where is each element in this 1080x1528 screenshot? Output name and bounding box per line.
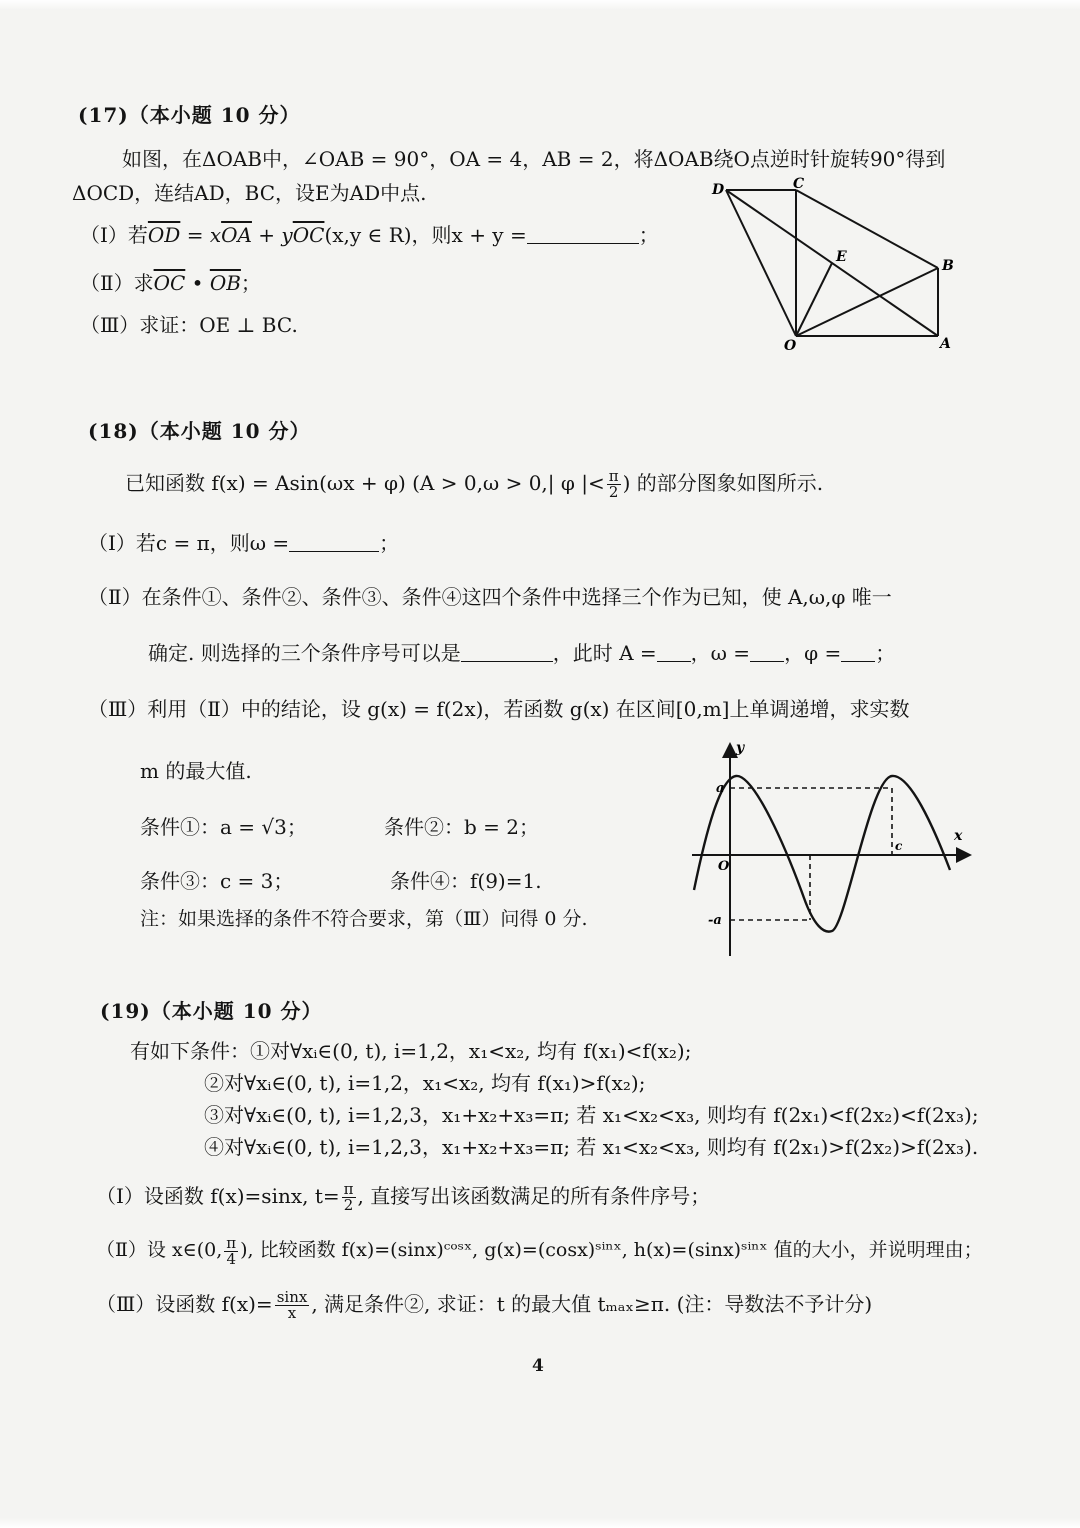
p19-q3-a: （Ⅲ）设函数 f(x)= (96, 1292, 273, 1316)
p18-q2-choice-blank (461, 661, 553, 662)
fraction-pi-over-4 (224, 1233, 238, 1268)
p18-stem (125, 466, 823, 500)
p19-condition-2: ②对∀xᵢ∈(0, t), i=1,2，x₁<x₂, 均有 f(x₁)>f(x₂); (204, 1071, 646, 1095)
page-number: 4 (532, 1356, 544, 1376)
p18-q3-line1: （Ⅲ）利用（Ⅱ）中的结论，设 g(x) = f(2x)，若函数 g(x) 在区间[0,m]上单调递增，求实数 (88, 697, 910, 721)
p17-q2-prefix: （Ⅱ）求 (80, 271, 154, 295)
p19-condition-4: ④对∀xᵢ∈(0, t), i=1,2,3，x₁+x₂+x₃=π; 若 x₁<x₂<x₃, 则均有 f(2x₁)>f(2x₂)>f(2x₃). (204, 1135, 979, 1159)
segment-ob (796, 268, 938, 336)
p19-q1-b: , 直接写出该函数满足的所有条件序号； (357, 1184, 711, 1208)
p18-q2-line2 (148, 640, 895, 666)
p18-header: (18)（本小题 10 分） (88, 419, 311, 443)
p17-q1-answer-blank (527, 243, 639, 244)
p19-q2 (96, 1234, 983, 1267)
p18-condition-1: 条件①：a = √3； (140, 815, 307, 839)
label-y: y (736, 740, 745, 756)
p18-condition-3: 条件③：c = 3； (140, 869, 294, 893)
p17-q2-dot: • (185, 271, 210, 295)
p19-q2-b: ), 比较函数 f(x)=(sinx)ᶜᵒˢˣ, g(x)=(cosx)ˢⁱⁿˣ, h(x)=(sinx)ˢⁱⁿˣ 值的大小，并说明理由； (240, 1239, 983, 1261)
segment-oe (796, 263, 832, 336)
label-b: B (942, 258, 954, 274)
fraction-pi-over-2-b (342, 1182, 356, 1213)
vector-oc: $\overline{OC}$ (292, 223, 325, 247)
p18-q2-end: ； (875, 641, 896, 665)
page-top-edge (0, 0, 1080, 10)
label-c: C (793, 176, 805, 192)
p18-q2-omega-blank (750, 661, 784, 662)
vector-od: $\overline{OD}$ (147, 223, 181, 247)
p18-q2-omega-text: ，ω = (690, 641, 751, 665)
p18-q1-text: （Ⅰ）若c = π，则ω = (88, 531, 290, 555)
label-origin: O (718, 859, 730, 874)
p19-header: (19)（本小题 10 分） (100, 999, 323, 1023)
label-c-tick: c (895, 839, 903, 853)
label-o: O (784, 338, 797, 354)
p17-header: (17)（本小题 10 分） (78, 103, 301, 127)
p18-q2-line1: （Ⅱ）在条件①、条件②、条件③、条件④这四个条件中选择三个作为已知，使 A,ω,φ 唯一 (88, 585, 892, 609)
p19-q2-a: （Ⅱ）设 x∈(0, (96, 1239, 223, 1261)
p19-condition-1: 有如下条件：①对∀xᵢ∈(0, t), i=1,2，x₁<x₂, 均有 f(x₁)<f(x₂); (130, 1039, 692, 1063)
p17-q1-x: = x (180, 223, 222, 247)
p18-stem-a: 已知函数 f(x) = Asin(ωx + φ) (A > 0,ω > 0,| φ |< (125, 471, 605, 495)
p18-q2-phi-text: ，φ = (784, 641, 842, 665)
p18-q2-choice-text: 确定. 则选择的三个条件序号可以是 (148, 641, 461, 665)
p17-q1-condition: (x,y ∈ R)，则x + y = (324, 223, 527, 247)
frac-num-pi-c: π (226, 1233, 237, 1252)
p18-q2-a-blank (657, 661, 691, 662)
frac-num-pi-b: π (343, 1180, 354, 1198)
p18-condition-4: 条件④：f(9)=1. (390, 869, 542, 893)
frac-num-pi: π (608, 467, 619, 485)
label-a-tick: a (716, 781, 725, 796)
p17-q1-end: ； (638, 223, 659, 247)
p17-intro-line2: ΔOCD，连结AD，BC，设E为AD中点. (72, 181, 427, 205)
vector-oc-2: $\overline{OC}$ (153, 271, 186, 295)
p18-q1 (88, 530, 399, 556)
p18-q3-line2: m 的最大值. (140, 759, 252, 783)
p18-q2-a-text: ，此时 A = (552, 641, 657, 665)
label-neg-a-tick: -a (708, 913, 722, 928)
p18-q2-phi-blank (841, 661, 875, 662)
p18-stem-b: ) 的部分图象如图所示. (622, 471, 824, 495)
page-bottom-edge (0, 1518, 1080, 1528)
label-x: x (954, 828, 963, 844)
vector-ob: $\overline{OB}$ (209, 271, 241, 295)
p17-q1 (80, 222, 659, 248)
p19-q3-b: , 满足条件②, 求证：t 的最大值 tₘₐₓ≥π. (注：导数法不予计分) (311, 1292, 873, 1316)
segment-do (726, 190, 796, 336)
p17-q2 (80, 270, 261, 296)
label-a: A (940, 336, 951, 352)
fraction-pi-over-2 (607, 469, 621, 500)
p18-note: 注：如果选择的条件不符合要求，第（Ⅲ）问得 0 分. (140, 908, 588, 930)
sine-curve (694, 776, 950, 932)
p17-geometry-figure (700, 176, 970, 356)
p17-intro-line1: 如图，在ΔOAB中，∠OAB = 90°，OA = 4，AB = 2，将ΔOAB绕O点逆时针旋转90°得到 (122, 147, 946, 171)
p18-sine-graph (686, 738, 976, 960)
frac-den-x: x (287, 1304, 297, 1322)
p17-q1-prefix: （Ⅰ）若 (80, 223, 148, 247)
p17-q1-y: + y (251, 223, 293, 247)
frac-den-2-b: 2 (343, 1196, 354, 1214)
p17-q3: （Ⅲ）求证：OE ⊥ BC. (80, 313, 298, 337)
p18-q1-answer-blank (289, 551, 379, 552)
p18-condition-2: 条件②：b = 2； (384, 815, 539, 839)
p19-q1 (96, 1180, 710, 1213)
frac-num-sinx: sinx (276, 1288, 308, 1306)
fraction-sinx-over-x (275, 1290, 310, 1321)
p19-condition-3: ③对∀xᵢ∈(0, t), i=1,2,3，x₁+x₂+x₃=π; 若 x₁<x₂<x₃, 则均有 f(2x₁)<f(2x₂)<f(2x₃); (204, 1103, 979, 1127)
frac-den-4: 4 (226, 1249, 236, 1268)
p18-q1-end: ； (379, 531, 400, 555)
label-d: D (712, 182, 725, 198)
segment-cb (796, 190, 938, 268)
p17-q2-end: ； (240, 271, 261, 295)
label-e: E (836, 249, 847, 265)
p19-q3 (96, 1288, 872, 1321)
vector-oa: $\overline{OA}$ (221, 223, 252, 247)
p19-q1-a: （Ⅰ）设函数 f(x)=sinx, t= (96, 1184, 340, 1208)
frac-den-2: 2 (608, 483, 619, 501)
